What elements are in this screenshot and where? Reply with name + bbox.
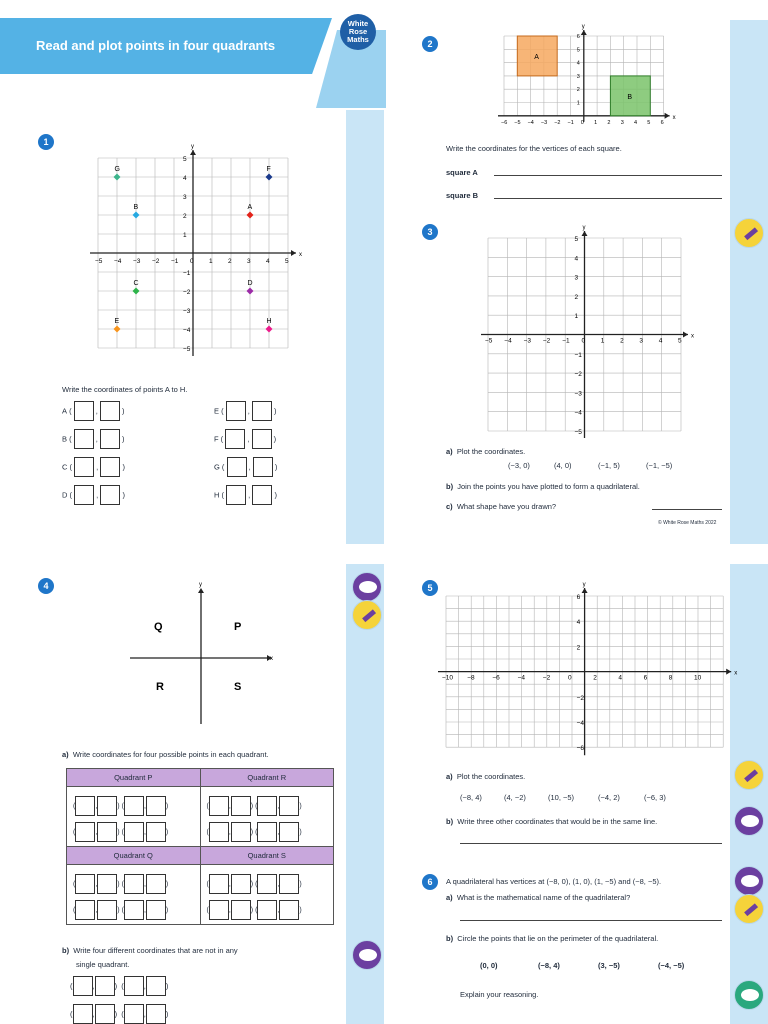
- x-tick-label: −5: [95, 258, 103, 265]
- x-tick-label: 4: [266, 258, 270, 265]
- x-tick-label: 2: [228, 258, 232, 265]
- x-tick-label: 0: [190, 258, 194, 265]
- y-coordinate-box[interactable]: [146, 874, 166, 894]
- q3-coordinate-grid: [478, 222, 698, 440]
- x-tick-label: 5: [647, 119, 651, 126]
- x-tick-label: 6: [660, 119, 664, 126]
- x-tick-label: 0: [581, 337, 586, 345]
- y-coordinate-box[interactable]: [97, 822, 117, 842]
- y-tick-label: 2: [576, 644, 581, 652]
- x-coordinate-box[interactable]: [209, 822, 229, 842]
- q5-coordinate: (−6, 3): [644, 793, 666, 802]
- x-axis-label: x: [672, 114, 676, 121]
- coordinate-pair-row: ( , ) ( , ): [70, 1004, 168, 1024]
- x-tick-label: 5: [678, 337, 682, 345]
- q2-coordinate-grid: [492, 24, 682, 136]
- y-coordinate-box[interactable]: [279, 874, 299, 894]
- q1-answer-d: D ( , ): [62, 485, 125, 505]
- coordinate-pair-row: ( ) ( ): [201, 870, 334, 894]
- y-axis-arrow-icon: [190, 150, 196, 155]
- x-tick-label: −6: [501, 119, 508, 126]
- quadrant-answer-table: [66, 768, 334, 925]
- q5-coordinate: (−8, 4): [460, 793, 482, 802]
- quadrant-p-label: P: [234, 621, 242, 633]
- x-coordinate-box[interactable]: [75, 874, 95, 894]
- y-axis-label: y: [582, 225, 586, 231]
- thinking-cloud-icon: [734, 806, 764, 836]
- x-tick-label: −3: [523, 337, 532, 345]
- coordinate-pair-row: ( ) ( ): [201, 816, 334, 842]
- pencil-icon: [734, 218, 764, 248]
- x-tick-label: −1: [567, 119, 574, 126]
- x-coordinate-box[interactable]: [226, 485, 246, 505]
- quadrant-p-cell: [67, 787, 201, 847]
- x-tick-label: 3: [639, 337, 644, 345]
- question-number-2: 2: [422, 36, 438, 52]
- x-tick-label: 1: [209, 258, 213, 265]
- point-marker-g: [114, 174, 121, 181]
- y-tick-label: 2: [574, 293, 579, 301]
- x-coordinate-box[interactable]: [226, 401, 246, 421]
- x-tick-label: −4: [114, 258, 122, 265]
- y-coordinate-box[interactable]: [279, 900, 299, 920]
- y-tick-label: −6: [576, 745, 585, 753]
- point-marker-b: [133, 212, 140, 219]
- square-a-answer-line[interactable]: [494, 175, 722, 176]
- y-tick-label: 1: [183, 232, 187, 239]
- copyright-text: © White Rose Maths 2022: [658, 520, 717, 526]
- q6-point-2[interactable]: (−8, 4): [538, 961, 560, 970]
- quadrant-s-label: S: [234, 681, 242, 693]
- x-tick-label: 4: [658, 337, 663, 345]
- square-a-label: square A: [446, 168, 478, 177]
- y-tick-label: 3: [183, 194, 187, 201]
- answer-point-label: H: [214, 490, 220, 500]
- point-marker-f: [266, 174, 273, 181]
- x-coordinate-box[interactable]: [257, 874, 277, 894]
- question-number-1: 1: [38, 134, 54, 150]
- x-tick-label: 3: [620, 119, 624, 126]
- y-coordinate-box[interactable]: [253, 457, 273, 477]
- y-axis-arrow-icon: [582, 231, 588, 236]
- q1-answer-c: C ( , ): [62, 457, 125, 477]
- y-coordinate-box[interactable]: [279, 822, 299, 842]
- point-label-f: F: [266, 166, 271, 173]
- x-coordinate-box[interactable]: [227, 457, 247, 477]
- x-coordinate-box[interactable]: [74, 485, 94, 505]
- sidebar-strip-q1: [346, 110, 384, 544]
- y-tick-label: 5: [574, 236, 579, 243]
- q6-intro: A quadrilateral has vertices at (−8, 0), (1, 0), (1, −5) and (−8, −5).: [446, 877, 662, 886]
- y-tick-label: −4: [574, 409, 582, 417]
- question-number-5: 5: [422, 580, 438, 596]
- x-tick-label: 8: [668, 674, 673, 682]
- q1-answer-h: H ( , ): [214, 485, 277, 505]
- x-coordinate-box[interactable]: [73, 976, 93, 996]
- point-label-a: A: [247, 204, 253, 211]
- x-axis-label: x: [270, 656, 273, 662]
- point-label-d: D: [247, 280, 253, 287]
- y-tick-label: −5: [183, 346, 191, 353]
- x-axis-label: x: [299, 252, 302, 258]
- q6-explain: Explain your reasoning.: [460, 990, 539, 999]
- y-tick-label: 4: [574, 255, 579, 263]
- x-coordinate-box[interactable]: [75, 822, 95, 842]
- question-number-4: 4: [38, 578, 54, 594]
- x-coordinate-box[interactable]: [257, 822, 277, 842]
- x-coordinate-box[interactable]: [124, 976, 144, 996]
- pencil-icon: [734, 760, 764, 790]
- white-rose-maths-logo: White Rose Maths: [340, 14, 376, 50]
- q1-answer-g: G ( , ): [214, 457, 277, 477]
- x-coordinate-box[interactable]: [209, 874, 229, 894]
- q4-quadrant-diagram: [124, 578, 284, 728]
- q3-coordinate: (−1, 5): [598, 461, 620, 470]
- point-marker-d: [247, 288, 254, 295]
- y-coordinate-box[interactable]: [231, 822, 251, 842]
- q1-instruction: Write the coordinates of points A to H.: [62, 385, 188, 394]
- x-tick-label: 3: [247, 258, 251, 265]
- y-coordinate-box[interactable]: [146, 796, 166, 816]
- q4-part-b-line2: single quadrant.: [76, 960, 130, 969]
- x-tick-label: 2: [593, 674, 597, 682]
- y-coordinate-box[interactable]: [100, 457, 120, 477]
- answer-point-label: C: [62, 462, 68, 472]
- x-tick-label: −5: [485, 337, 493, 345]
- y-tick-label: 2: [183, 213, 187, 220]
- q4-part-b: b) Write four different coordinates that are not in any: [62, 946, 238, 955]
- y-tick-label: 4: [576, 619, 581, 627]
- y-tick-label: −2: [574, 371, 582, 379]
- q1-coordinate-grid: [86, 140, 306, 364]
- coordinate-pair-row: ( ) ( ): [67, 870, 200, 894]
- square-a-letter: A: [534, 53, 539, 61]
- y-tick-label: −5: [574, 429, 582, 436]
- x-tick-label: 2: [607, 119, 611, 126]
- q5-coordinate-grid: [436, 582, 738, 756]
- q3-part-c: c) What shape have you drawn?: [446, 502, 557, 511]
- x-coordinate-box[interactable]: [74, 401, 94, 421]
- y-tick-label: −2: [183, 289, 191, 296]
- y-tick-label: −1: [574, 351, 582, 359]
- y-coordinate-box[interactable]: [231, 900, 251, 920]
- y-axis-arrow-icon: [581, 30, 587, 35]
- x-tick-label: 1: [600, 337, 605, 345]
- y-coordinate-box[interactable]: [100, 485, 120, 505]
- coordinate-pair-row: ( ) ( ): [201, 792, 334, 816]
- answer-point-label: F: [214, 434, 219, 444]
- y-tick-label: 4: [576, 60, 580, 67]
- coordinate-pair-row: ( ) ( ): [67, 792, 200, 816]
- q3-coordinate: (−3, 0): [508, 461, 530, 470]
- y-coordinate-box[interactable]: [100, 429, 120, 449]
- sidebar-strip-q5: [730, 564, 768, 1024]
- x-coordinate-box[interactable]: [124, 1004, 144, 1024]
- x-coordinate-box[interactable]: [124, 822, 144, 842]
- y-axis-label: y: [199, 582, 202, 588]
- q3-part-b: b) Join the points you have plotted to form a quadrilateral.: [446, 482, 640, 491]
- x-coordinate-box[interactable]: [75, 900, 95, 920]
- q1-answer-a: A ( , ): [62, 401, 125, 421]
- table-header-quadrant-p: Quadrant P: [67, 769, 201, 787]
- x-tick-label: −4: [517, 674, 526, 682]
- x-tick-label: −3: [540, 119, 548, 126]
- y-coordinate-box[interactable]: [252, 485, 272, 505]
- sidebar-strip-q2: [730, 20, 768, 544]
- q1-answer-b: B ( , ): [62, 429, 125, 449]
- quadrant-s-cell: [200, 865, 334, 925]
- x-coordinate-box[interactable]: [74, 457, 94, 477]
- x-axis-arrow-icon: [291, 250, 296, 256]
- y-coordinate-box[interactable]: [146, 976, 166, 996]
- y-coordinate-box[interactable]: [95, 1004, 115, 1024]
- y-axis-label: y: [582, 582, 586, 588]
- pencil-icon: [734, 894, 764, 924]
- x-tick-label: −5: [514, 119, 521, 126]
- x-coordinate-box[interactable]: [209, 796, 229, 816]
- q1-answer-e: E ( , ): [214, 401, 277, 421]
- y-coordinate-box[interactable]: [95, 976, 115, 996]
- pencil-icon: [352, 600, 382, 630]
- q5-coordinate: (4, −2): [504, 793, 526, 802]
- x-tick-label: −2: [152, 258, 160, 265]
- x-axis-arrow-icon: [665, 113, 670, 119]
- table-header-quadrant-q: Quadrant Q: [67, 847, 201, 865]
- x-tick-label: 5: [285, 258, 289, 265]
- speech-bubble-icon: [734, 980, 764, 1010]
- square-b-letter: B: [627, 93, 633, 101]
- thinking-cloud-icon: [352, 940, 382, 970]
- coordinate-pair-row: ( , ) ( , ): [70, 976, 168, 996]
- x-tick-label: 4: [634, 119, 638, 126]
- answer-point-label: E: [214, 406, 220, 416]
- q5-coordinate: (10, −5): [548, 793, 575, 802]
- q5-coordinate: (−4, 2): [598, 793, 620, 802]
- y-tick-label: −2: [576, 694, 585, 702]
- x-tick-label: −4: [527, 119, 534, 126]
- q5-answer-line[interactable]: [460, 843, 722, 844]
- y-tick-label: 4: [183, 175, 187, 182]
- answer-point-label: D: [62, 490, 68, 500]
- y-tick-label: 5: [576, 47, 580, 54]
- x-tick-label: 0: [580, 119, 584, 126]
- point-marker-a: [247, 212, 254, 219]
- point-label-h: H: [266, 318, 272, 325]
- square-b-answer-line[interactable]: [494, 198, 722, 199]
- quadrant-r-cell: [200, 787, 334, 847]
- q2-instruction: Write the coordinates for the vertices of each square.: [446, 144, 622, 153]
- y-tick-label: −4: [576, 720, 585, 727]
- y-axis-arrow-icon: [582, 588, 588, 593]
- y-axis-label: y: [581, 24, 585, 30]
- y-coordinate-box[interactable]: [97, 796, 117, 816]
- y-coordinate-box[interactable]: [146, 822, 166, 842]
- y-coordinate-box[interactable]: [97, 874, 117, 894]
- square-b-label: square B: [446, 191, 479, 200]
- y-coordinate-box[interactable]: [279, 796, 299, 816]
- x-tick-label: −2: [542, 337, 551, 345]
- y-tick-label: −3: [183, 308, 191, 315]
- x-tick-label: −8: [467, 674, 475, 682]
- y-tick-label: 6: [576, 594, 581, 601]
- x-coordinate-box[interactable]: [75, 796, 95, 816]
- x-axis-arrow-icon: [726, 669, 731, 675]
- answer-point-label: A: [62, 406, 68, 416]
- point-label-b: B: [133, 204, 139, 211]
- x-axis-arrow-icon: [683, 332, 688, 338]
- y-coordinate-box[interactable]: [231, 874, 251, 894]
- x-tick-label: −2: [542, 674, 551, 682]
- q5-part-a: a) Plot the coordinates.: [446, 772, 526, 781]
- y-tick-label: −4: [183, 327, 191, 334]
- table-header-quadrant-r: Quadrant R: [200, 769, 334, 787]
- y-coordinate-box[interactable]: [146, 900, 166, 920]
- question-number-3: 3: [422, 224, 438, 240]
- coordinate-pair-row: ( ) ( ): [67, 816, 200, 842]
- x-coordinate-box[interactable]: [209, 900, 229, 920]
- y-tick-label: 2: [576, 87, 580, 94]
- q6-answer-line[interactable]: [460, 920, 722, 921]
- table-header-quadrant-s: Quadrant S: [200, 847, 334, 865]
- x-tick-label: 6: [643, 674, 648, 682]
- y-tick-label: 3: [574, 274, 579, 282]
- x-coordinate-box[interactable]: [257, 900, 277, 920]
- point-label-g: G: [114, 166, 120, 173]
- x-coordinate-box[interactable]: [124, 874, 144, 894]
- y-coordinate-box[interactable]: [252, 429, 272, 449]
- x-tick-label: 1: [594, 119, 598, 126]
- y-axis-arrow-icon: [198, 588, 204, 593]
- x-tick-label: −2: [554, 119, 561, 126]
- y-tick-label: 1: [576, 100, 580, 107]
- point-marker-h: [266, 326, 273, 333]
- y-coordinate-box[interactable]: [146, 1004, 166, 1024]
- quadrant-q-cell: [67, 865, 201, 925]
- x-tick-label: 10: [694, 674, 702, 682]
- q6-point-4[interactable]: (−4, −5): [658, 961, 685, 970]
- x-tick-label: −3: [133, 258, 141, 265]
- thinking-cloud-icon: [734, 866, 764, 896]
- y-tick-label: 1: [574, 313, 579, 321]
- x-tick-label: 2: [620, 337, 624, 345]
- x-tick-label: −1: [562, 337, 570, 345]
- point-label-c: C: [133, 280, 139, 287]
- x-coordinate-box[interactable]: [74, 429, 94, 449]
- coordinate-pair-row: ( ) ( ): [67, 894, 200, 920]
- x-tick-label: 0: [568, 674, 572, 682]
- y-tick-label: 6: [576, 34, 580, 40]
- x-tick-label: −1: [171, 258, 179, 265]
- point-marker-e: [114, 326, 121, 333]
- x-tick-label: −4: [504, 337, 512, 345]
- q1-answer-f: F ( , ): [214, 429, 276, 449]
- point-marker-c: [133, 288, 140, 295]
- quadrant-q-label: Q: [154, 621, 163, 633]
- y-tick-label: −3: [574, 390, 582, 398]
- q6-point-3[interactable]: (3, −5): [598, 961, 620, 970]
- y-tick-label: 3: [576, 73, 580, 80]
- y-tick-label: −1: [183, 270, 191, 277]
- x-tick-label: 4: [618, 674, 623, 682]
- answer-point-label: B: [62, 434, 68, 444]
- x-axis-label: x: [734, 670, 738, 677]
- quadrant-r-label: R: [156, 681, 164, 693]
- q6-part-a: a) What is the mathematical name of the quadrilateral?: [446, 893, 631, 902]
- x-coordinate-box[interactable]: [124, 900, 144, 920]
- q6-point-1[interactable]: (0, 0): [480, 961, 498, 970]
- y-tick-label: 5: [183, 156, 187, 163]
- x-coordinate-box[interactable]: [124, 796, 144, 816]
- page-title: Read and plot points in four quadrants: [36, 38, 276, 53]
- y-coordinate-box[interactable]: [231, 796, 251, 816]
- q5-part-b: b) Write three other coordinates that would be in the same line.: [446, 817, 658, 826]
- q3-answer-line[interactable]: [652, 509, 722, 510]
- coordinate-pair-row: ( ) ( ): [201, 894, 334, 920]
- y-coordinate-box[interactable]: [100, 401, 120, 421]
- q6-part-b: b) Circle the points that lie on the perimeter of the quadrilateral.: [446, 934, 659, 943]
- q4-part-a: a) Write coordinates for four possible points in each quadrant.: [62, 750, 269, 759]
- question-number-6: 6: [422, 874, 438, 890]
- x-tick-label: −10: [442, 674, 454, 682]
- x-coordinate-box[interactable]: [225, 429, 245, 449]
- answer-point-label: G: [214, 462, 220, 472]
- thinking-cloud-icon: [352, 572, 382, 602]
- x-coordinate-box[interactable]: [73, 1004, 93, 1024]
- q3-coordinate: (−1, −5): [646, 461, 673, 470]
- x-axis-label: x: [691, 333, 694, 340]
- x-coordinate-box[interactable]: [257, 796, 277, 816]
- y-coordinate-box[interactable]: [252, 401, 272, 421]
- y-coordinate-box[interactable]: [97, 900, 117, 920]
- x-tick-label: −6: [492, 674, 500, 682]
- y-axis-label: y: [191, 144, 194, 150]
- point-label-e: E: [114, 318, 120, 325]
- q3-part-a: a) Plot the coordinates.: [446, 447, 526, 456]
- q3-coordinate: (4, 0): [554, 461, 572, 470]
